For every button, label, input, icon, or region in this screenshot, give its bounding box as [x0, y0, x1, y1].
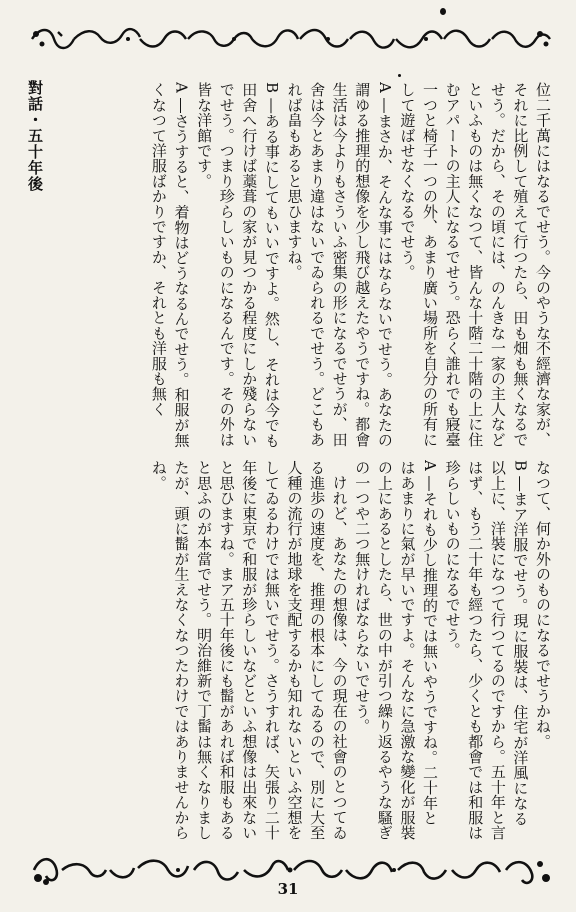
- lower-paragraph: けれど、あなたの想像は、今の現在の社會のとつてゐる進歩の速度を、推理の根本にしてゐるので、別に大至人種の流行が地球を支配するかも知れないといふ空想をしてゐるわけでは無いでせう。さうすれば、矢張り二十年後に東京で和服が珍らしいなどといふ想像は出來ないと思ひますね。まア五十年後にも髷があれば和服もあると思ふのが本當でせう。明治維新で丁髷は無くなりましたが、頭に髷が生えなくなつたわけではありませんからね。: [149, 460, 349, 840]
- upper-paragraph: 位二千萬にはなるでせう。今のやうな不經濟な家が、それに比例して殖えて行つたら、田も畑も無くなるでせう。だから、その頃には、のんきな一家の主人などといふものは無くなつて、皆んな十階二十階の上に住むアパートの主人になるでせう。恐らく誰れでも寢臺一つと椅子一つの外、あまり廣い場所を自分の所有にして遊ばせなくなるでせう。: [398, 82, 552, 447]
- ink-speck: [398, 74, 401, 77]
- lower-text-block: [84, 460, 554, 840]
- upper-paragraph: B ―ある事にしてもいいですよ。然し、それは今でも田舍へ行けば藁葺の家が見つかる程度にしか殘らないでせう。つまり珍らしいものになるんです。その外は皆な洋館です。: [195, 82, 281, 448]
- page-number: 31: [277, 880, 299, 898]
- lower-paragraph: B ―まア洋服でせう。現に服裝は、住宅が洋風になる以上に、洋裝になつて行つてるのですから。五十年と言はず、もう二十年も經つたら、少くとも都會では和服は珍らしいものになるでせう。: [443, 460, 530, 840]
- upper-paragraph: A ―さうすると、着物はどうなるんでせう。和服が無くなつて洋服ばかりですか、それとも洋服も無く: [149, 82, 191, 448]
- upper-paragraph: A ―まさか、そんな事にはならないでせう。あなたの謂ゆる推理的想像を少し飛び越えたやうですね。都會生活は今よりもさういふ密集の形になるでせうが、田舍は今とあまり違はないでゐられるでせう。どこもあれば畠もあると思ひますね。: [285, 82, 394, 448]
- upper-text-block: [14, 82, 554, 457]
- lower-paragraph: なつて、何か外のものになるでせうかね。: [534, 460, 552, 749]
- lower-paragraph: A ―それも少し推理的では無いやうですね。二十年とはあまりに氣が早いですよ。そんなに急激な變化が服裝の上にあるとしたら、世の中が引つ繰り返るやうな騷ぎの一つや二つ無ければならないでせう。: [353, 460, 440, 840]
- top-ornament-border: [28, 22, 556, 56]
- ink-speck: [440, 8, 446, 15]
- running-title: 對話・五十年後: [26, 80, 44, 192]
